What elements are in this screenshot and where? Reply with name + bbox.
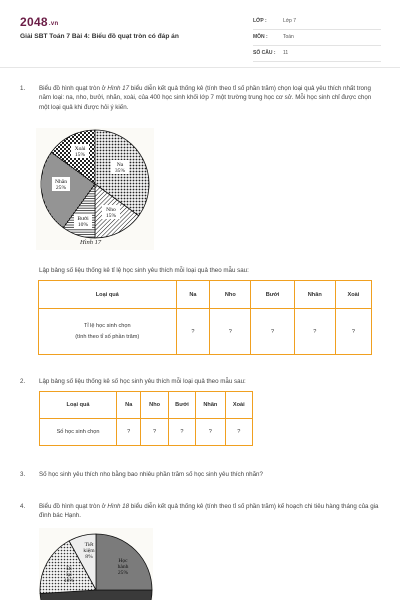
logo-suffix: .vn [48, 21, 59, 27]
value-cell: ? [196, 419, 225, 446]
value-cell: ? [294, 309, 335, 355]
header-cell: Xoài [335, 281, 371, 309]
header-cell: Loại quả [40, 392, 117, 419]
header-cell: Nho [141, 392, 168, 419]
site-logo[interactable] [20, 15, 58, 29]
slice-label: Bưởi [77, 216, 89, 222]
meta-key: LỚP : [253, 18, 267, 24]
header-cell: Bưởi [168, 392, 195, 419]
table-header-row [39, 281, 372, 309]
meta-value: 11 [283, 50, 289, 56]
question-3 [20, 470, 382, 480]
figure-reference: Hình 17 [107, 85, 130, 92]
question-text [39, 502, 379, 521]
instruction-text: Lập bảng số liệu thống kê tỉ lệ học sinh yêu thích mỗi loại quả theo mẫu sau: [39, 267, 249, 274]
row-label [39, 309, 177, 355]
table-row [40, 419, 253, 446]
slice-label: Học [118, 558, 128, 564]
value-cell: ? [117, 419, 141, 446]
row-label-line: (tính theo tỉ số phần trăm) [75, 333, 140, 340]
table-count [39, 391, 253, 446]
meta-row-subject [253, 30, 381, 46]
slice-percent: 8% [85, 554, 93, 560]
slice-label: Na [116, 162, 124, 168]
text-part: biểu diễn kết quả thống kê (tính theo tỉ số phần trăm) kế hoạch chi tiêu hàng tháng của gia đình bác Hạnh. [39, 503, 379, 520]
value-cell: ? [168, 419, 195, 446]
question-number: 1. [20, 85, 26, 92]
table-row [39, 309, 372, 355]
meta-key: SỐ CÂU : [253, 50, 276, 56]
slice-label: Xoài [74, 146, 86, 152]
meta-row-class [253, 14, 381, 30]
question-number: 4. [20, 503, 26, 510]
slice-percent: 18% [63, 578, 75, 584]
slice-label: Đi [66, 566, 72, 572]
table-header-row [40, 392, 253, 419]
header-cell: Na [176, 281, 210, 309]
figure-reference: Hình 18 [107, 503, 130, 510]
meta-panel [253, 14, 381, 62]
slice-percent: 25% [117, 570, 129, 576]
question-number: 3. [20, 471, 26, 478]
document-title: Giải SBT Toán 7 Bài 4: Biểu đồ quạt tròn có đáp án [20, 33, 179, 40]
table-ratio [38, 280, 372, 355]
figure-17-caption: Hình 17 [80, 239, 102, 246]
row-label-line: Tỉ lệ học sinh chọn [83, 322, 131, 329]
slice-label: hành [117, 564, 129, 570]
meta-key: MÔN : [253, 34, 268, 40]
slice-label: Tiết [84, 542, 94, 548]
logo-text: 2048 [20, 15, 48, 29]
slice-percent: 25% [55, 185, 67, 191]
value-cell: ? [210, 309, 251, 355]
question-4 [20, 502, 382, 524]
header-cell: Bưởi [251, 281, 294, 309]
value-cell: ? [335, 309, 371, 355]
question-number: 2. [20, 378, 26, 385]
slice-percent: 15% [105, 213, 117, 219]
meta-value: Lớp 7 [283, 18, 297, 24]
value-cell: ? [141, 419, 168, 446]
text-part: Biểu đồ hình quạt tròn ở [39, 503, 108, 510]
text-part: biểu diễn kết quả thống kê (tính theo tỉ số phần trăm) chọn loại quả yêu thích nhất trong năm loại: na, nho, bưởi, nhãn, xoài, của 400 học sinh khối lớp 7 một trường trung học cơ sở. Mỗi học sinh chỉ được chọn một loại quả khi được hỏi ý kiến. [39, 85, 372, 111]
question-1 [20, 84, 382, 124]
question-text [39, 84, 379, 112]
slice-percent: 35% [114, 168, 126, 174]
slice-label: Nho [106, 207, 116, 213]
meta-row-count [253, 46, 381, 62]
header-cell: Nho [210, 281, 251, 309]
header-cell: Na [117, 392, 141, 419]
question-2 [20, 377, 382, 387]
slice-percent: 15% [74, 152, 86, 158]
value-cell: ? [176, 309, 210, 355]
slice-label: lại [66, 572, 72, 578]
slice-percent: 10% [77, 222, 89, 228]
figure-18-pie-chart [39, 528, 153, 600]
header-cell: Xoài [225, 392, 252, 419]
value-cell: ? [225, 419, 252, 446]
question-text: Số học sinh yêu thích nho bằng bao nhiêu phần trăm số học sinh yêu thích nhãn? [39, 471, 263, 478]
slice-label: Nhãn [54, 179, 68, 185]
figure-17-pie-chart [36, 128, 154, 250]
header-cell: Nhãn [196, 392, 225, 419]
value-cell: ? [251, 309, 294, 355]
row-label: Số học sinh chọn [40, 419, 117, 446]
page-header [0, 0, 400, 68]
meta-value: Toán [283, 34, 294, 40]
header-cell: Nhãn [294, 281, 335, 309]
question-text: Lập bảng số liệu thống kê số học sinh yêu thích mỗi loại quả theo mẫu sau: [39, 378, 246, 385]
header-cell: Loại quả [39, 281, 177, 309]
text-part: Biểu đồ hình quạt tròn ở [39, 85, 108, 92]
slice-label: kiệm [83, 548, 95, 554]
